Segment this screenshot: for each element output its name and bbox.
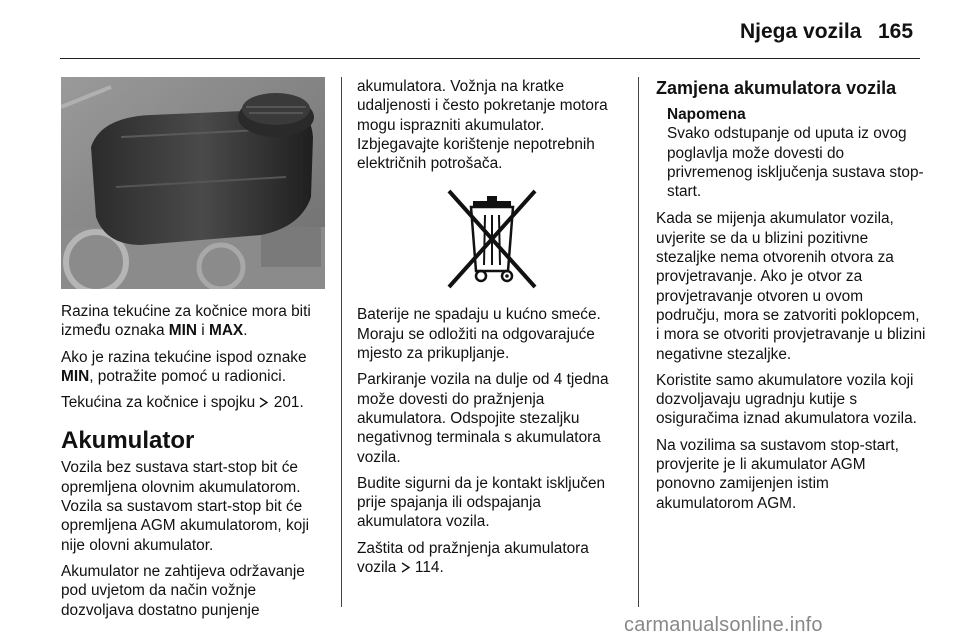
page-reference-icon[interactable] [259,397,269,408]
brake-fluid-level-paragraph [61,302,326,341]
note-title: Napomena [667,106,746,123]
battery-maintenance-paragraph: Akumulator ne zahtijeva održavanje pod uvjetom da način vožnje dozvoljava dostatno punjenje [61,562,305,619]
page-reference[interactable]: 201. [273,394,304,412]
min-mark: MIN [61,367,90,385]
brake-fluid-reference [61,393,326,412]
column-left [61,302,326,620]
note-text: Svako odstupanje od uputa iz ovog poglavlja može dovesti do privremenog isključenja sustava stop-start. [667,125,924,201]
section-title-battery-replacement: Zamjena akumulatora vozila [656,78,897,98]
battery-disposal-paragraph: Baterije ne spadaju u kućno smeće. Moraju se odložiti na odgovarajuće mjesto za prikupljanje. [357,306,601,363]
text: , potražite pomoć u radionici. [89,367,286,385]
battery-continued-paragraph: akumulatora. Vožnja na kratke udaljenosti i često pokretanje motora mogu isprazniti akumulator. Izbjegavajte korištenje nepotrebnih električnih potrošača. [357,78,608,173]
min-mark: MIN [168,322,198,340]
crossed-out-bin-icon [437,187,547,291]
text: Ako je razina tekućine ispod oznake [61,348,307,366]
column-divider-right [638,77,639,607]
text: . [243,322,248,340]
note-box [667,105,926,201]
header-title: Njega vozila [740,20,862,43]
battery-types-paragraph: Vozila bez sustava start-stop bit će opremljena olovnim akumulatorom. Vozila sa sustavom start-stop bit će opremljena AGM akumulatorom, koji nije olovni akumulator. [61,459,310,554]
section-title-battery: Akumulator [61,427,195,455]
discharge-protection-reference [357,539,627,578]
parking-paragraph: Parkiranje vozila na dulje od 4 tjedna može dovesti do pražnjenja akumulatora. Odspojite stezaljku negativnog terminala s akumulatora vozila. [357,371,609,466]
replacement-vent-paragraph: Kada se mijenja akumulator vozila, uvjerite se da u blizini pozitivne stezaljke nema otvorenih otvora za provjetravanje. Ako je otvor za provjetravanje otvoren u ovom području, mora se zatvoriti poklopcem, i mora se otvoriti provjetravanje u blizini negativne stezaljke. [656,210,926,363]
page-reference-icon[interactable] [401,562,411,573]
watermark: carmanualsonline.info [624,614,823,636]
header-rule [60,58,920,59]
below-min-paragraph [61,348,326,387]
max-mark: MAX [209,322,244,340]
text: Zaštita od pražnjenja akumulatora vozila [357,539,589,577]
column-divider-left [341,77,342,607]
column-middle [357,77,627,584]
page-reference[interactable]: 114. [414,559,444,577]
ignition-off-paragraph: Budite sigurni da je kontakt isključen prije spajanja ili odspajanja akumulatora vozila. [357,474,606,531]
page-number: 165 [878,20,914,43]
column-right [656,77,926,520]
text: Tekućina za kočnice i spojku [61,394,260,412]
agm-replacement-paragraph: Na vozilima sa sustavom stop-start, provjerite je li akumulator AGM ponovno zamijenjen istim akumulatorom AGM. [656,436,899,512]
brake-fluid-reservoir-photo [61,77,325,289]
fuse-box-paragraph: Koristite samo akumulatore vozila koji dozvoljavaju ugradnju kutije s osiguračima iznad akumulatora vozila. [656,371,917,428]
text: Razina tekućine za kočnice mora biti između oznaka [61,303,311,340]
text: i [197,322,209,340]
